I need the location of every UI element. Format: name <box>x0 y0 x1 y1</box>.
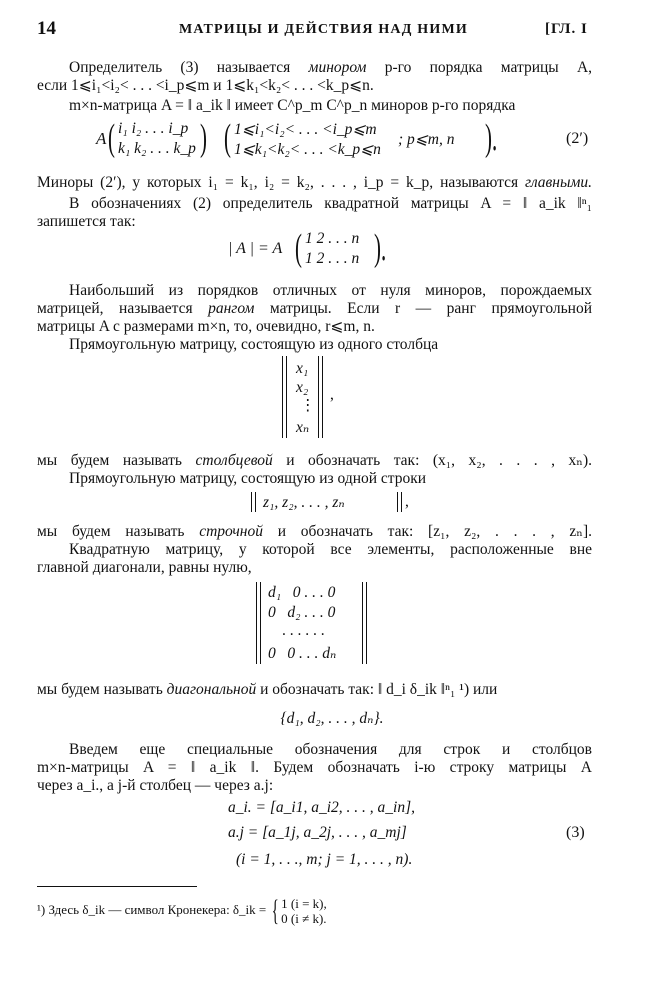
eq2-number: (2′) <box>566 130 589 147</box>
footnote-case-2: 0 (i ≠ k). <box>281 911 327 926</box>
column-matrix: x₁ x₂ ⋮ xₙ , <box>280 356 350 440</box>
p7-text-b: и обозначать так: (x₁, x₂, . . . , xₙ). <box>286 452 593 469</box>
p5-text-b: матрицы. Если r — ранг прямоугольной <box>269 300 593 317</box>
det-index-bottom: 1 2 . . . n <box>305 250 360 267</box>
p5-line1: Наибольший из порядков отличных от нуля миноров, порождаемых <box>69 282 592 299</box>
eq3-line3: (i = 1, . . ., m; j = 1, . . . , n). <box>236 851 413 868</box>
p5-line2 <box>37 299 592 318</box>
footnote: ¹) Здесь δ_ik — символ Кронекера: δ_ik = { 1 (i = k), 0 (i ≠ k). <box>37 894 327 927</box>
p12-line3: через a_i., а j-й столбец — через a.j: <box>37 777 274 794</box>
eq2-condition-bottom: 1⩽k₁<k₂< . . . <k_p⩽n <box>234 141 381 158</box>
eq3-number: (3) <box>566 824 585 841</box>
p9-text-b: и обозначать так: [z₁, z₂, . . . , zₙ]. <box>277 523 593 540</box>
book-page: 14 МАТРИЦЫ И ДЕЙСТВИЯ НАД НИМИ [ГЛ. I Определитель (3) называется минором p-го порядка матрицы A, если 1⩽i₁<i₂< . . . <i_p⩽m и 1⩽k₁<k₂< . . . <k_p⩽n. m×n-матрица A = ‖ a_ik ‖ имеет C^p_m C^p_n миноров p-го порядка A ( i₁ i₂ . . . i_p k₁ k₂ . . . k_p ) ( 1⩽i₁<i₂< . . . <i_p⩽m 1⩽k₁<k₂< . . . <k_p⩽n ; p⩽m, n ). (2′) Миноры (2′), у которых i₁ = k₁, i₂ = k₂, . . . , i_p = k_p, называются главными. В обозначениях (2) определитель квадратной матрицы A = ‖ a_ik ‖ⁿ₁ запишется так: | A | = A ( 1 2 . . . n 1 2 . . . n ). Наибольший из порядков отличных от нуля миноров, порождаемых матрицей, называется рангом матрицы. Если r — ранг прямоугольной матрицы A с размерами m×n, то, очевидно, r⩽m, n. Прямоугольную матрицу, состоящую из одного столбца x₁ x₂ ⋮ xₙ , мы будем называть столбцевой и обозначать так: (x₁, x₂, . . . , xₙ). Прямоугольную матрицу, состоящую из одной строки z₁, z₂, . . . , zₙ , мы будем называть строчной и обозначать так: [z₁, z₂, . . . , zₙ]. Квадратную матрицу, у которой все элементы, расположенные вне главной диагонали, равны нулю, d₁ 0 . . . 0 0 d₂ . . . 0 . . . . . . 0 0 . . . dₙ мы будем называть диагональной и обозначать так: ‖ d_i δ_ik ‖ⁿ₁ ¹) или {d₁, d₂, . . . , dₙ}. Введем еще специальные обозначения для строк и столбцов m×n-матрицы A = ‖ a_ik ‖. Будем обозначать i-ю строку матрицы A через a_i., а j-й столбец — через a.j: a_i. = [a_i1, a_i2, . . . , a_in], a.j = [a_1j, a_2j, . . . , a_mj] (i = 1, . . ., m; j = 1, . . . , n). (3) ¹) Здесь δ_ik — символ Кронекера: δ_ik = { 1 (i = k), 0 (i ≠ k). <box>0 0 664 990</box>
p5-line3: матрицы A с размерами m×n, то, очевидно, r⩽m, n. <box>37 318 375 335</box>
chapter-label: [ГЛ. I <box>545 21 588 37</box>
footnote-mark: ¹) <box>37 901 46 917</box>
p7-text-a: мы будем называть <box>37 452 182 469</box>
running-title: МАТРИЦЫ И ДЕЙСТВИЯ НАД НИМИ <box>179 22 468 37</box>
term-column: столбцевой <box>195 452 273 469</box>
p10-line2: главной диагонали, равны нулю, <box>37 559 252 576</box>
p12-line2: m×n-матрицы A = ‖ a_ik ‖. Будем обозначать i-ю строку матрицы A <box>37 759 592 776</box>
eq2-tail: ; p⩽m, n <box>398 131 455 148</box>
p8-line: Прямоугольную матрицу, состоящую из одной строки <box>69 470 427 487</box>
col-entry-2: x₂ <box>296 379 309 396</box>
footnote-rule <box>37 886 197 887</box>
p9-line <box>37 522 592 541</box>
p4-line2: запишется так: <box>37 213 136 230</box>
eq2-index-bottom: k₁ k₂ . . . k_p <box>118 140 196 157</box>
p7-line <box>37 451 592 470</box>
term-diagonal: диагональной <box>166 681 257 698</box>
diagonal-set: {d₁, d₂, . . . , dₙ}. <box>280 710 384 727</box>
eq3-line1: a_i. = [a_i1, a_i2, . . . , a_in], <box>228 799 415 816</box>
footnote-text: Здесь δ_ik — символ Кронекера: δ_ik = <box>48 901 267 917</box>
col-entry-1: x₁ <box>296 360 309 377</box>
col-entry-n: xₙ <box>296 419 310 436</box>
p11-line <box>37 680 592 699</box>
p1-text-b: p-го порядка матрицы A, <box>384 59 593 76</box>
eq2-condition-top: 1⩽i₁<i₂< . . . <i_p⩽m <box>234 121 377 138</box>
footnote-case-1: 1 (i = k), <box>281 896 327 911</box>
eq3-line2: a.j = [a_1j, a_2j, . . . , a_mj] <box>228 824 407 841</box>
term-principal: главными. <box>525 174 592 191</box>
p3-text: Миноры (2′), у которых i₁ = k₁, i₂ = k₂, . . . , i_p = k_p, называются <box>37 174 519 191</box>
diagonal-matrix <box>254 582 374 666</box>
p11-text-a: мы будем называть <box>37 681 163 698</box>
term-row: строчной <box>199 523 263 540</box>
page-header <box>0 18 664 44</box>
term-minor: минором <box>308 59 367 76</box>
p2-line: m×n-матрица A = ‖ a_ik ‖ имеет C^p_m C^p_n миноров p-го порядка <box>69 97 516 114</box>
col-entry-dots: ⋮ <box>300 397 316 414</box>
page-number: 14 <box>37 18 56 39</box>
p4-line1: В обозначениях (2) определитель квадратной матрицы A = ‖ a_ik ‖ⁿ₁ <box>69 195 592 212</box>
p3-line <box>37 173 592 192</box>
p6-line: Прямоугольную матрицу, состоящую из одного столбца <box>69 336 439 353</box>
p10-line1: Квадратную матрицу, у которой все элементы, расположенные вне <box>69 541 592 558</box>
diag-row-dots: . . . . . . <box>282 622 325 639</box>
eq2-index-top: i₁ i₂ . . . i_p <box>118 120 189 137</box>
det-index-top: 1 2 . . . n <box>305 230 360 247</box>
p1-line1 <box>37 58 592 77</box>
p11-text-b: и обозначать так: ‖ d_i δ_ik ‖ⁿ₁ ¹) или <box>260 681 498 698</box>
term-rank: рангом <box>208 300 255 317</box>
p12-line1: Введем еще специальные обозначения для строк и столбцов <box>69 741 592 758</box>
p1-line2: если 1⩽i₁<i₂< . . . <i_p⩽m и 1⩽k₁<k₂< . . . <k_p⩽n. <box>37 77 374 94</box>
diag-row-n: 0 0 . . . dₙ <box>268 645 337 662</box>
p9-text-a: мы будем называть <box>37 523 185 540</box>
p5-text-a: матрицей, называется <box>37 300 193 317</box>
diag-row-1: d₁ 0 . . . 0 <box>268 584 336 601</box>
p1-text-a: Определитель (3) называется <box>69 59 291 76</box>
det-left: | A | = A <box>228 240 283 257</box>
row-expr: z₁, z₂, . . . , zₙ <box>263 494 345 511</box>
diag-row-2: 0 d₂ . . . 0 <box>268 604 336 621</box>
